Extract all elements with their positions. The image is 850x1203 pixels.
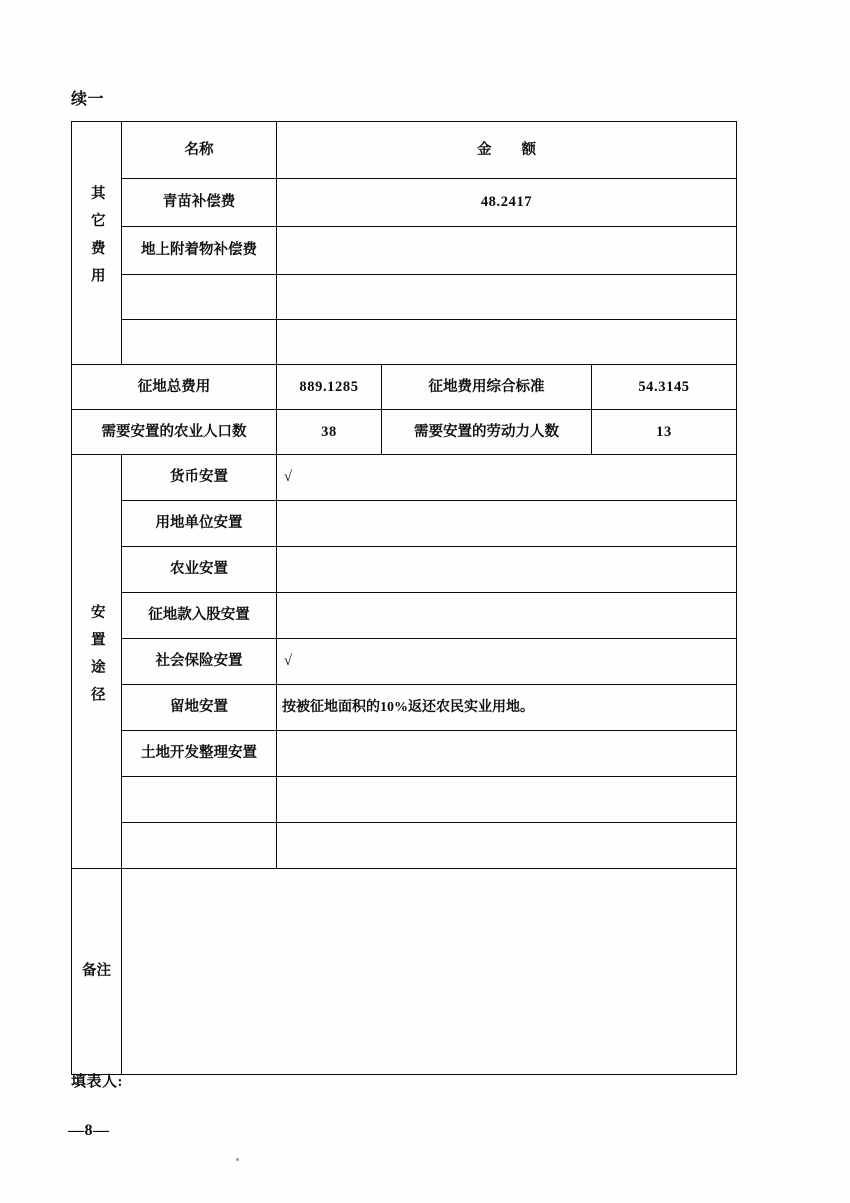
resettlement-row bbox=[72, 547, 737, 593]
resettlement-method-label: 用地单位安置 bbox=[122, 501, 277, 547]
resettlement-method-value[interactable]: √ bbox=[277, 639, 737, 685]
other-fees-amount-header: 金额 bbox=[277, 122, 737, 179]
other-fees-header-row bbox=[72, 122, 737, 179]
resettlement-method-label[interactable] bbox=[122, 777, 277, 823]
remarks-row bbox=[72, 869, 737, 1075]
labor-force-value[interactable]: 13 bbox=[592, 410, 737, 455]
total-cost-label: 征地总费用 bbox=[72, 365, 277, 410]
agricultural-population-label: 需要安置的农业人口数 bbox=[72, 410, 277, 455]
resettlement-method-value[interactable] bbox=[277, 547, 737, 593]
comprehensive-standard-value[interactable]: 54.3145 bbox=[592, 365, 737, 410]
continuation-label: 续一 bbox=[71, 91, 105, 108]
resettlement-method-label: 征地款入股安置 bbox=[122, 593, 277, 639]
resettlement-method-value[interactable] bbox=[277, 731, 737, 777]
resettlement-method-label: 土地开发整理安置 bbox=[122, 731, 277, 777]
total-cost-value[interactable]: 889.1285 bbox=[277, 365, 382, 410]
other-fee-name: 青苗补偿费 bbox=[122, 179, 277, 227]
resettlement-row bbox=[72, 685, 737, 731]
totals-row bbox=[72, 365, 737, 410]
resettlement-method-label: 货币安置 bbox=[122, 455, 277, 501]
agricultural-population-value[interactable]: 38 bbox=[277, 410, 382, 455]
resettlement-method-value[interactable] bbox=[277, 593, 737, 639]
other-fees-name-header: 名称 bbox=[122, 122, 277, 179]
resettlement-method-value[interactable] bbox=[277, 501, 737, 547]
resettlement-row bbox=[72, 639, 737, 685]
other-fee-amount[interactable] bbox=[277, 275, 737, 320]
other-fee-name: 地上附着物补偿费 bbox=[122, 227, 277, 275]
resettlement-row bbox=[72, 455, 737, 501]
other-fees-row bbox=[72, 275, 737, 320]
other-fee-name[interactable] bbox=[122, 275, 277, 320]
other-fees-row bbox=[72, 179, 737, 227]
resettlement-method-value[interactable]: √ bbox=[277, 455, 737, 501]
resettlement-method-label: 社会保险安置 bbox=[122, 639, 277, 685]
resettlement-row bbox=[72, 777, 737, 823]
resettlement-method-label: 农业安置 bbox=[122, 547, 277, 593]
other-fee-amount[interactable] bbox=[277, 227, 737, 275]
resettlement-method-value[interactable] bbox=[277, 823, 737, 869]
resettlement-method-value[interactable] bbox=[277, 777, 737, 823]
land-requisition-form-table bbox=[71, 121, 737, 1075]
resettlement-method-value[interactable]: 按被征地面积的10%返还农民实业用地。 bbox=[277, 685, 737, 731]
resettlement-side-label: 安置途径 bbox=[72, 455, 122, 869]
totals-row bbox=[72, 410, 737, 455]
resettlement-method-label[interactable] bbox=[122, 823, 277, 869]
resettlement-row bbox=[72, 823, 737, 869]
remarks-label: 备注 bbox=[72, 869, 122, 1075]
page-number: —8— bbox=[68, 1122, 110, 1139]
resettlement-row bbox=[72, 593, 737, 639]
other-fee-name[interactable] bbox=[122, 320, 277, 365]
scan-speck bbox=[236, 1158, 239, 1161]
resettlement-row bbox=[72, 731, 737, 777]
comprehensive-standard-label: 征地费用综合标准 bbox=[382, 365, 592, 410]
labor-force-label: 需要安置的劳动力人数 bbox=[382, 410, 592, 455]
form-filler-line: 填表人: bbox=[71, 1074, 123, 1090]
resettlement-row bbox=[72, 501, 737, 547]
resettlement-method-label: 留地安置 bbox=[122, 685, 277, 731]
other-fee-amount[interactable] bbox=[277, 320, 737, 365]
other-fee-amount[interactable]: 48.2417 bbox=[277, 179, 737, 227]
other-fees-side-label: 其它费用 bbox=[72, 122, 122, 365]
remarks-content[interactable] bbox=[122, 869, 737, 1075]
other-fees-row bbox=[72, 320, 737, 365]
other-fees-row bbox=[72, 227, 737, 275]
